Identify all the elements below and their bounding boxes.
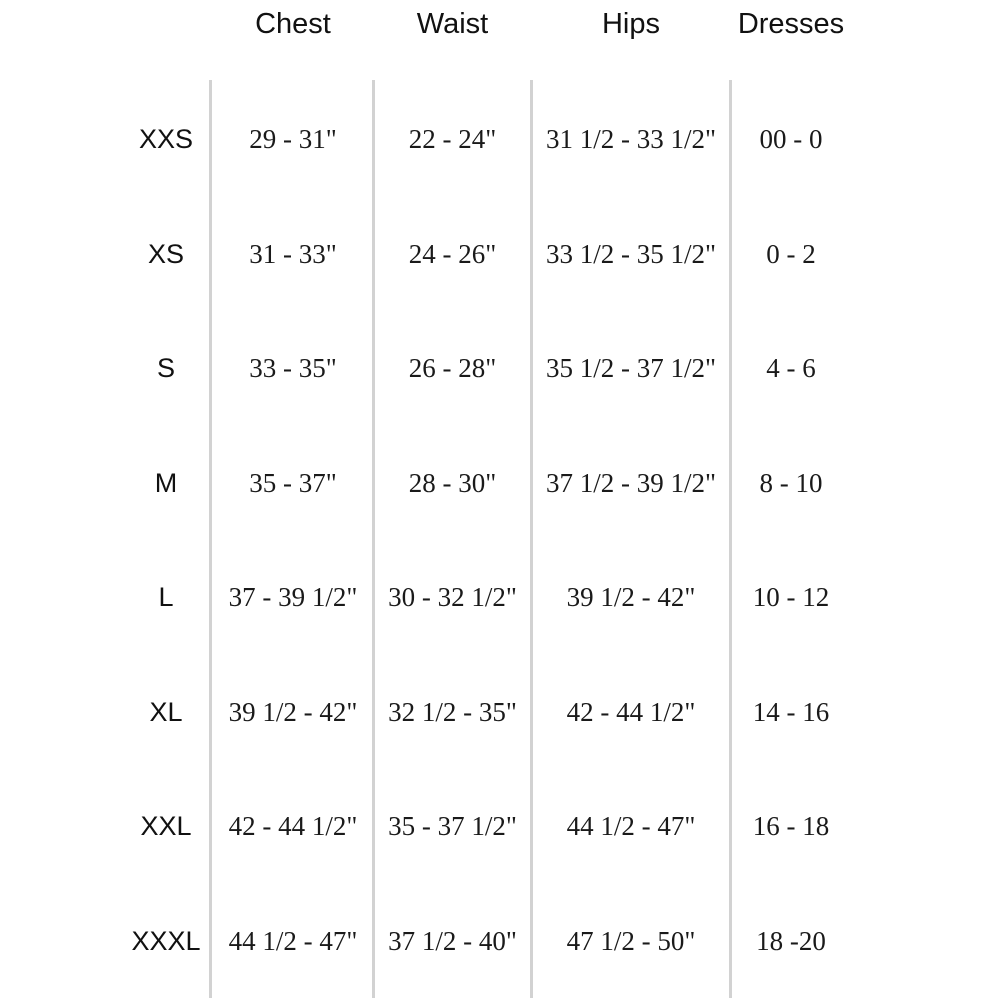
cell-dresses: 18 -20 [756, 926, 826, 956]
cell-waist: 32 1/2 - 35" [388, 697, 517, 727]
cell-dresses: 8 - 10 [759, 468, 823, 498]
cell-dresses: 4 - 6 [766, 353, 816, 383]
column-divider [729, 80, 732, 998]
column-divider [372, 80, 375, 998]
table-row [0, 911, 1000, 971]
size-label: XXS [138, 124, 194, 154]
cell-hips: 39 1/2 - 42" [566, 582, 696, 612]
table-row [0, 453, 1000, 513]
cell-hips: 42 - 44 1/2" [566, 697, 696, 727]
cell-hips: 35 1/2 - 37 1/2" [545, 353, 716, 383]
size-label: M [154, 468, 178, 498]
cell-dresses: 0 - 2 [766, 239, 816, 269]
cell-chest: 39 1/2 - 42" [228, 697, 358, 727]
cell-chest: 37 - 39 1/2" [228, 582, 358, 612]
header-hips: Hips [601, 8, 660, 40]
table-row [0, 567, 1000, 627]
table-row [0, 224, 1000, 284]
cell-hips: 47 1/2 - 50" [566, 926, 696, 956]
cell-chest: 29 - 31" [249, 124, 337, 154]
column-divider [209, 80, 212, 998]
cell-waist: 28 - 30" [408, 468, 497, 498]
cell-waist: 24 - 26" [408, 239, 497, 269]
cell-waist: 37 1/2 - 40" [388, 926, 517, 956]
table-row [0, 796, 1000, 856]
cell-dresses: 14 - 16 [752, 697, 830, 727]
header-dresses: Dresses [737, 8, 845, 40]
size-label: XS [147, 239, 185, 269]
size-label: S [156, 353, 175, 383]
cell-chest: 33 - 35" [249, 353, 337, 383]
cell-dresses: 00 - 0 [759, 124, 823, 154]
cell-dresses: 16 - 18 [752, 811, 830, 841]
cell-dresses: 10 - 12 [752, 582, 830, 612]
table-row [0, 109, 1000, 169]
cell-chest: 31 - 33" [249, 239, 337, 269]
cell-chest: 44 1/2 - 47" [228, 926, 358, 956]
cell-chest: 42 - 44 1/2" [228, 811, 358, 841]
cell-waist: 30 - 32 1/2" [388, 582, 517, 612]
size-label: XXL [140, 811, 192, 841]
table-row [0, 338, 1000, 398]
cell-waist: 26 - 28" [408, 353, 497, 383]
size-label: XXXL [131, 926, 201, 956]
size-label: XL [149, 697, 183, 727]
cell-waist: 22 - 24" [408, 124, 497, 154]
cell-waist: 35 - 37 1/2" [388, 811, 517, 841]
size-label: L [158, 582, 174, 612]
cell-hips: 31 1/2 - 33 1/2" [545, 124, 716, 154]
cell-chest: 35 - 37" [249, 468, 337, 498]
header-waist: Waist [416, 8, 489, 40]
column-divider [530, 80, 533, 998]
cell-hips: 44 1/2 - 47" [566, 811, 696, 841]
cell-hips: 33 1/2 - 35 1/2" [545, 239, 716, 269]
header-chest: Chest [255, 8, 331, 40]
table-row [0, 682, 1000, 742]
cell-hips: 37 1/2 - 39 1/2" [545, 468, 716, 498]
